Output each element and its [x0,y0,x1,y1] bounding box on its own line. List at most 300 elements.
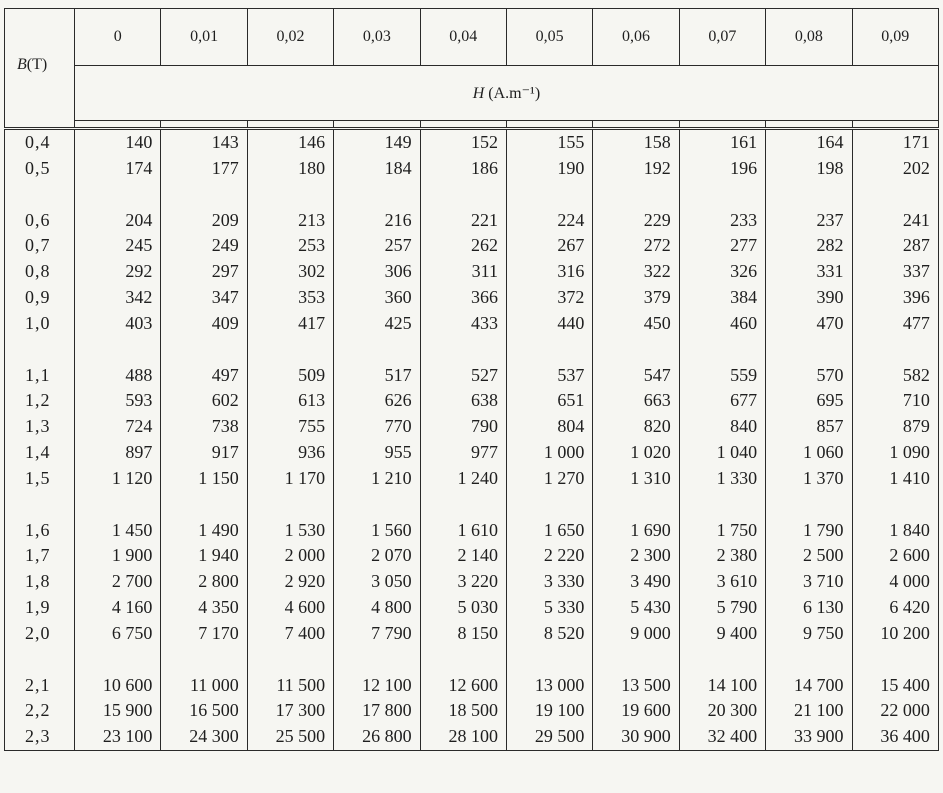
b-axis-label [5,9,75,121]
h-value: 425 [334,311,420,337]
h-value: 3 610 [679,569,765,595]
table-row [5,259,939,285]
table-row [5,673,939,699]
spacer-cell [852,337,938,363]
b-value: 0,4 [5,129,75,156]
h-value: 663 [593,388,679,414]
b-value: 2,0 [5,621,75,647]
h-value: 262 [420,233,506,259]
h-value: 582 [852,363,938,389]
h-value: 547 [593,363,679,389]
h-value: 1 270 [506,466,592,492]
unit-row [5,66,939,121]
h-value: 4 000 [852,569,938,595]
h-value: 18 500 [420,698,506,724]
h-value: 245 [75,233,161,259]
h-value: 857 [766,414,852,440]
table-row [5,466,939,492]
h-value: 570 [766,363,852,389]
h-value: 390 [766,285,852,311]
h-value: 1 840 [852,518,938,544]
h-value: 879 [852,414,938,440]
spacer-cell [593,337,679,363]
h-value: 331 [766,259,852,285]
table-row [5,543,939,569]
h-value: 33 900 [766,724,852,750]
h-value: 24 300 [161,724,247,750]
h-value: 322 [593,259,679,285]
h-value: 8 150 [420,621,506,647]
h-value: 2 800 [161,569,247,595]
spacer-cell [506,182,592,208]
h-value: 158 [593,129,679,156]
spacer-cell [766,182,852,208]
h-value: 15 400 [852,673,938,699]
table-row [5,233,939,259]
h-value: 29 500 [506,724,592,750]
spacer-cell [5,647,75,673]
h-value: 1 330 [679,466,765,492]
h-value: 7 170 [161,621,247,647]
h-value: 509 [247,363,333,389]
column-header: 0 [75,9,161,66]
h-value: 12 600 [420,673,506,699]
table-row [5,698,939,724]
h-value: 1 490 [161,518,247,544]
spacer-cell [766,337,852,363]
h-value: 2 300 [593,543,679,569]
h-value: 204 [75,208,161,234]
h-value: 626 [334,388,420,414]
h-value: 237 [766,208,852,234]
h-value: 1 450 [75,518,161,544]
table-row [5,621,939,647]
spacer-cell [75,647,161,673]
h-value: 955 [334,440,420,466]
h-value: 221 [420,208,506,234]
b-value: 0,5 [5,156,75,182]
h-value: 5 790 [679,595,765,621]
spacer-cell [334,647,420,673]
spacer-cell [506,647,592,673]
h-value: 497 [161,363,247,389]
h-value: 1 690 [593,518,679,544]
b-value: 1,9 [5,595,75,621]
h-value: 403 [75,311,161,337]
h-value: 17 800 [334,698,420,724]
b-value: 0,7 [5,233,75,259]
spacer-cell [593,182,679,208]
b-value: 1,6 [5,518,75,544]
h-value: 1 560 [334,518,420,544]
table-row [5,208,939,234]
column-header: 0,05 [506,9,592,66]
h-value: 337 [852,259,938,285]
h-value: 527 [420,363,506,389]
h-value: 559 [679,363,765,389]
h-value: 936 [247,440,333,466]
group-spacer [5,492,939,518]
h-value: 613 [247,388,333,414]
table-row [5,414,939,440]
h-value: 164 [766,129,852,156]
spacer-cell [420,492,506,518]
spacer-cell [161,647,247,673]
h-value: 537 [506,363,592,389]
h-value: 1 900 [75,543,161,569]
b-value: 1,3 [5,414,75,440]
spacer-cell [420,647,506,673]
b-value: 1,5 [5,466,75,492]
h-value: 241 [852,208,938,234]
h-value: 2 380 [679,543,765,569]
h-value: 10 600 [75,673,161,699]
column-header: 0,06 [593,9,679,66]
spacer-cell [506,337,592,363]
h-value: 272 [593,233,679,259]
h-value: 224 [506,208,592,234]
column-header: 0,02 [247,9,333,66]
h-value: 1 210 [334,466,420,492]
h-value: 1 040 [679,440,765,466]
h-value: 372 [506,285,592,311]
h-value: 1 940 [161,543,247,569]
h-value: 12 100 [334,673,420,699]
h-value: 417 [247,311,333,337]
h-value: 180 [247,156,333,182]
column-header: 0,07 [679,9,765,66]
h-value: 755 [247,414,333,440]
h-value: 7 790 [334,621,420,647]
column-header-row [5,9,939,66]
h-value: 1 650 [506,518,592,544]
b-value: 2,2 [5,698,75,724]
h-value: 9 750 [766,621,852,647]
bh-table [4,8,939,751]
h-value: 196 [679,156,765,182]
h-value: 1 610 [420,518,506,544]
h-value: 3 710 [766,569,852,595]
group-spacer [5,182,939,208]
h-value: 347 [161,285,247,311]
column-header: 0,01 [161,9,247,66]
h-value: 638 [420,388,506,414]
h-value: 14 100 [679,673,765,699]
spacer-cell [247,182,333,208]
spacer-cell [247,492,333,518]
h-value: 17 300 [247,698,333,724]
spacer-cell [679,647,765,673]
h-value: 602 [161,388,247,414]
b-value: 1,4 [5,440,75,466]
h-value: 470 [766,311,852,337]
h-value: 25 500 [247,724,333,750]
h-value: 2 700 [75,569,161,595]
b-value: 1,1 [5,363,75,389]
h-value: 6 420 [852,595,938,621]
spacer-cell [161,182,247,208]
table-body [5,129,939,751]
table-row [5,518,939,544]
h-value: 311 [420,259,506,285]
h-value: 1 750 [679,518,765,544]
h-value: 4 800 [334,595,420,621]
h-value: 1 170 [247,466,333,492]
h-value: 171 [852,129,938,156]
column-header: 0,09 [852,9,938,66]
b-unit: (T) [26,55,48,73]
b-symbol: B [17,55,27,73]
h-value: 19 600 [593,698,679,724]
b-value: 0,8 [5,259,75,285]
h-value: 13 000 [506,673,592,699]
h-value: 146 [247,129,333,156]
h-value: 651 [506,388,592,414]
h-value: 9 400 [679,621,765,647]
h-value: 2 920 [247,569,333,595]
h-value: 257 [334,233,420,259]
h-value: 4 600 [247,595,333,621]
h-value: 1 370 [766,466,852,492]
h-value: 32 400 [679,724,765,750]
b-value: 2,1 [5,673,75,699]
b-value: 1,7 [5,543,75,569]
h-value: 1 790 [766,518,852,544]
h-value: 2 000 [247,543,333,569]
h-value: 216 [334,208,420,234]
h-value: 6 130 [766,595,852,621]
b-value: 0,6 [5,208,75,234]
h-value: 366 [420,285,506,311]
h-value: 1 410 [852,466,938,492]
h-value: 1 090 [852,440,938,466]
b-value: 1,2 [5,388,75,414]
h-value: 19 100 [506,698,592,724]
h-value: 198 [766,156,852,182]
h-value: 1 120 [75,466,161,492]
h-value: 450 [593,311,679,337]
spacer-cell [5,337,75,363]
h-value: 30 900 [593,724,679,750]
h-value: 152 [420,129,506,156]
h-value: 233 [679,208,765,234]
h-value: 1 020 [593,440,679,466]
h-value: 342 [75,285,161,311]
column-header: 0,08 [766,9,852,66]
h-value: 440 [506,311,592,337]
table-row [5,285,939,311]
spacer-cell [75,337,161,363]
h-value: 253 [247,233,333,259]
h-value: 5 430 [593,595,679,621]
h-value: 724 [75,414,161,440]
table-row [5,311,939,337]
h-value: 36 400 [852,724,938,750]
h-value: 1 240 [420,466,506,492]
h-value: 292 [75,259,161,285]
spacer-cell [161,337,247,363]
h-value: 192 [593,156,679,182]
h-value: 477 [852,311,938,337]
spacer-cell [852,647,938,673]
h-value: 1 000 [506,440,592,466]
h-value: 790 [420,414,506,440]
h-value: 184 [334,156,420,182]
h-value: 287 [852,233,938,259]
h-value: 353 [247,285,333,311]
h-value: 2 070 [334,543,420,569]
h-value: 1 150 [161,466,247,492]
h-value: 1 060 [766,440,852,466]
h-value: 14 700 [766,673,852,699]
h-value: 460 [679,311,765,337]
spacer-cell [593,647,679,673]
h-value: 26 800 [334,724,420,750]
h-value: 677 [679,388,765,414]
h-value: 8 520 [506,621,592,647]
b-value: 0,9 [5,285,75,311]
spacer-cell [679,492,765,518]
h-unit: (A.m⁻¹) [488,85,541,102]
spacer-cell [247,647,333,673]
h-value: 149 [334,129,420,156]
h-value: 229 [593,208,679,234]
h-value: 23 100 [75,724,161,750]
h-value: 202 [852,156,938,182]
h-value: 11 000 [161,673,247,699]
h-value: 3 490 [593,569,679,595]
table-row [5,724,939,750]
spacer-cell [679,182,765,208]
group-spacer [5,647,939,673]
h-value: 297 [161,259,247,285]
h-value: 161 [679,129,765,156]
spacer-cell [334,337,420,363]
h-value: 695 [766,388,852,414]
h-value: 710 [852,388,938,414]
spacer-cell [75,182,161,208]
h-value: 249 [161,233,247,259]
h-value: 326 [679,259,765,285]
spacer-cell [334,492,420,518]
h-value: 2 140 [420,543,506,569]
column-header: 0,04 [420,9,506,66]
table-row [5,440,939,466]
h-value: 3 330 [506,569,592,595]
h-value: 396 [852,285,938,311]
h-value: 15 900 [75,698,161,724]
h-value: 16 500 [161,698,247,724]
h-value: 174 [75,156,161,182]
table-row [5,595,939,621]
h-value: 177 [161,156,247,182]
h-value: 28 100 [420,724,506,750]
spacer-cell [75,492,161,518]
h-value: 897 [75,440,161,466]
h-value: 6 750 [75,621,161,647]
column-header: 0,03 [334,9,420,66]
h-value: 21 100 [766,698,852,724]
spacer-cell [679,337,765,363]
h-value: 977 [420,440,506,466]
h-axis-label [75,66,939,121]
h-value: 267 [506,233,592,259]
h-value: 1 530 [247,518,333,544]
h-value: 213 [247,208,333,234]
h-value: 13 500 [593,673,679,699]
h-value: 5 330 [506,595,592,621]
h-value: 20 300 [679,698,765,724]
h-value: 738 [161,414,247,440]
h-value: 488 [75,363,161,389]
spacer-cell [161,492,247,518]
spacer-cell [593,492,679,518]
spacer-cell [766,647,852,673]
h-value: 140 [75,129,161,156]
spacer-cell [852,182,938,208]
h-value: 917 [161,440,247,466]
h-value: 360 [334,285,420,311]
h-value: 11 500 [247,673,333,699]
h-value: 820 [593,414,679,440]
h-value: 302 [247,259,333,285]
h-value: 22 000 [852,698,938,724]
spacer-cell [766,492,852,518]
spacer-cell [5,492,75,518]
h-value: 840 [679,414,765,440]
table-row [5,129,939,156]
h-value: 2 220 [506,543,592,569]
h-value: 433 [420,311,506,337]
h-value: 316 [506,259,592,285]
h-value: 2 600 [852,543,938,569]
h-value: 10 200 [852,621,938,647]
spacer-cell [852,492,938,518]
group-spacer [5,337,939,363]
table-row [5,363,939,389]
table-row [5,569,939,595]
h-value: 190 [506,156,592,182]
h-symbol: H [472,85,485,102]
h-value: 409 [161,311,247,337]
spacer-cell [506,492,592,518]
spacer-cell [247,337,333,363]
b-value: 1,8 [5,569,75,595]
spacer-cell [334,182,420,208]
h-value: 277 [679,233,765,259]
spacer-cell [5,182,75,208]
h-value: 593 [75,388,161,414]
h-value: 209 [161,208,247,234]
h-value: 306 [334,259,420,285]
h-value: 3 050 [334,569,420,595]
h-value: 2 500 [766,543,852,569]
spacer-cell [420,182,506,208]
h-value: 804 [506,414,592,440]
h-value: 1 310 [593,466,679,492]
h-value: 517 [334,363,420,389]
h-value: 4 160 [75,595,161,621]
h-value: 770 [334,414,420,440]
table-row [5,388,939,414]
h-value: 3 220 [420,569,506,595]
h-value: 143 [161,129,247,156]
header-separator [5,121,939,129]
h-value: 5 030 [420,595,506,621]
h-value: 7 400 [247,621,333,647]
h-value: 379 [593,285,679,311]
b-value: 2,3 [5,724,75,750]
